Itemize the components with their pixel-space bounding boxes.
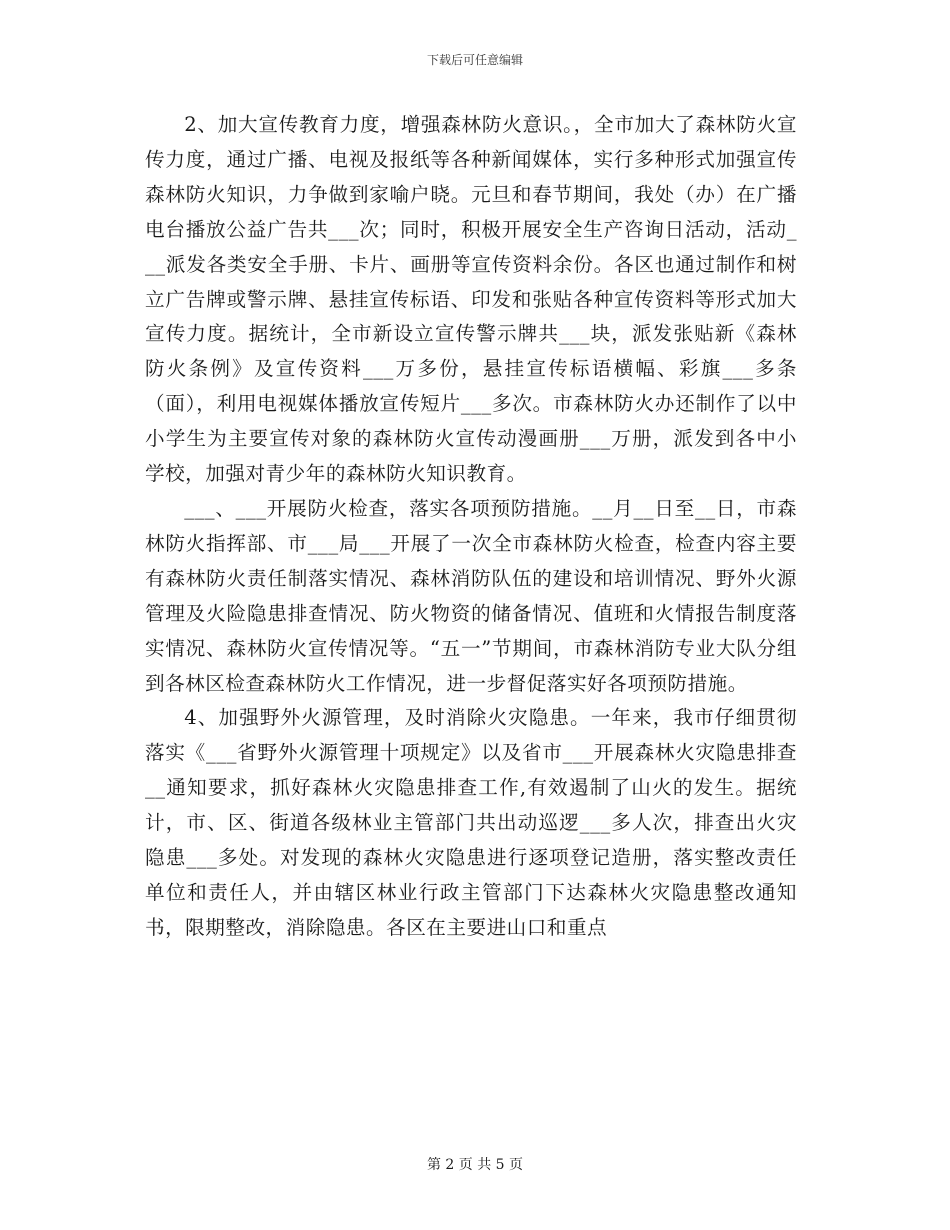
paragraph-publicity-education: 2、加大宣传教育力度，增强森林防火意识。，全市加大了森林防火宣传力度，通过广播、电视及报纸等各种新闻媒体，实行多种形式加强宣传森林防火知识，力争做到家喻户晓。元旦和春节期间，我处（办）在广播电台播放公益广告共___次；同时，积极开展安全生产咨询日活动，活动___派发各类安全手册、卡片、画册等宣传资料余份。各区也通过制作和树立广告牌或警示牌、悬挂宣传标语、印发和张贴各种宣传资料等形式加大宣传力度。据统计，全市新设立宣传警示牌共___块，派发张贴新《森林防火条例》及宣传资料___万多份，悬挂宣传标语横幅、彩旗___多条（面），利用电视媒体播放宣传短片___多次。市森林防火办还制作了以中小学生为主要宣传对象的森林防火宣传动漫画册___万册，派发到各中小学校，加强对青少年的森林防火知识教育。 (145, 113, 797, 486)
page-number: 第 2 页 共 5 页 (426, 1157, 524, 1173)
page-header-note: 下载后可任意编辑 (426, 53, 523, 67)
paragraph-fire-inspection: ___、___开展防火检查，落实各项预防措施。__月__日至__日，市森林防火指挥部、市___局___开展了一次全市森林防火检查，检查内容主要有森林防火责任制落实情况、森林消防队伍的建设和培训情况、野外火源管理及火险隐患排查情况、防火物资的储备情况、值班和火情报告制度落实情况、森林防火宣传情况等。“五一”节期间，市森林消防专业大队分组到各林区检查森林防火工作情况，进一步督促落实好各项预防措施。 (145, 496, 797, 695)
document-body (145, 108, 797, 946)
paragraph-wild-fire-source-management: 4、加强野外火源管理，及时消除火灾隐患。一年来，我市仔细贯彻落实《___省野外火源管理十项规定》以及省市___开展森林火灾隐患排查__通知要求，抓好森林火灾隐患排查工作,有效遏制了山火的发生。据统计，市、区、街道各级林业主管部门共出动巡逻___多人次，排查出火灾隐患___多处。对发现的森林火灾隐患进行逐项登记造册，落实整改责任单位和责任人，并由辖区林业行政主管部门下达森林火灾隐患整改通知书，限期整改，消除隐患。各区在主要进山口和重点 (145, 706, 797, 939)
